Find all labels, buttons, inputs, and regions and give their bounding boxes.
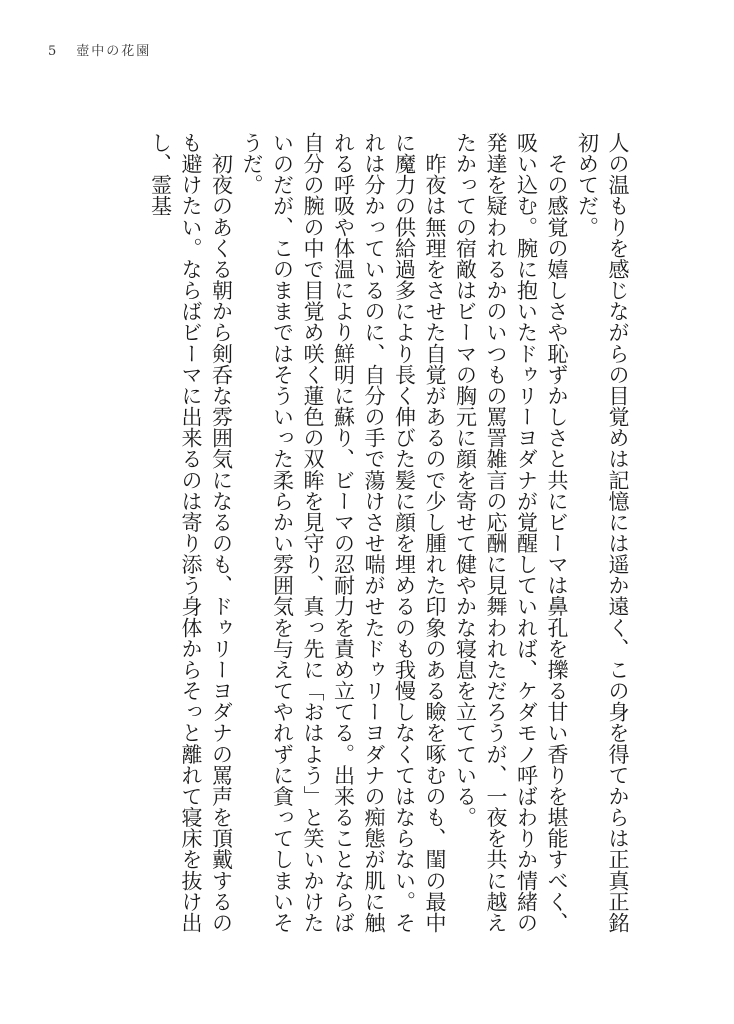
paragraph-2: その感覚の嬉しさや恥ずかしさと共にビーマは鼻孔を擽る甘い香りを堪能すべく、吸い込む。腕に抱いたドゥリーヨダナが覚醒していれば、ケダモノ呼ばわりか情緒の発達を疑われるかのいつもの罵詈雑言の応酬に見舞われただろうが、一夜を共に越えたかっての宿敵はビーマの胸元に顔を寄せて健やかな寝息を立てている。 bbox=[453, 132, 569, 934]
paragraph-4: 初夜のあくる朝から剣呑な雰囲気になるのも、ドゥリーヨダナの罵声を頂戴するのも避けたい。ならばビーマに出来るのは寄り添う身体からそっと離れて寝床を抜け出し、霊基 bbox=[148, 132, 234, 934]
vertical-body-text bbox=[145, 132, 633, 938]
running-head bbox=[48, 40, 151, 59]
page-number: 5 bbox=[48, 44, 59, 59]
paragraph-3: 昨夜は無理をさせた自覚があるので少し腫れた印象のある瞼を啄むのも、閨の最中に魔力の供給過多により長く伸びた髪に顔を埋めるのも我慢しなくてはならない。それは分かっているのに、自分の手で蕩けさせ喘がせたドゥリーヨダナの痴態が肌に触れる呼吸や体温により鮮明に蘇り、ビーマの忍耐力を責め立てる。出来ることならば自分の腕の中で目覚め咲く蓮色の双眸を見守り、真っ先に「おはよう」と笑いかけたいのだが、このままではそういった柔らかい雰囲気を与えてやれずに貪ってしまいそうだ。 bbox=[240, 132, 447, 934]
running-title: 壺中の花園 bbox=[76, 44, 152, 59]
paragraph-1: 人の温もりを感じながらの目覚めは記憶には遥か遠く、この身を得てからは正真正銘初めてだ。 bbox=[575, 132, 630, 934]
